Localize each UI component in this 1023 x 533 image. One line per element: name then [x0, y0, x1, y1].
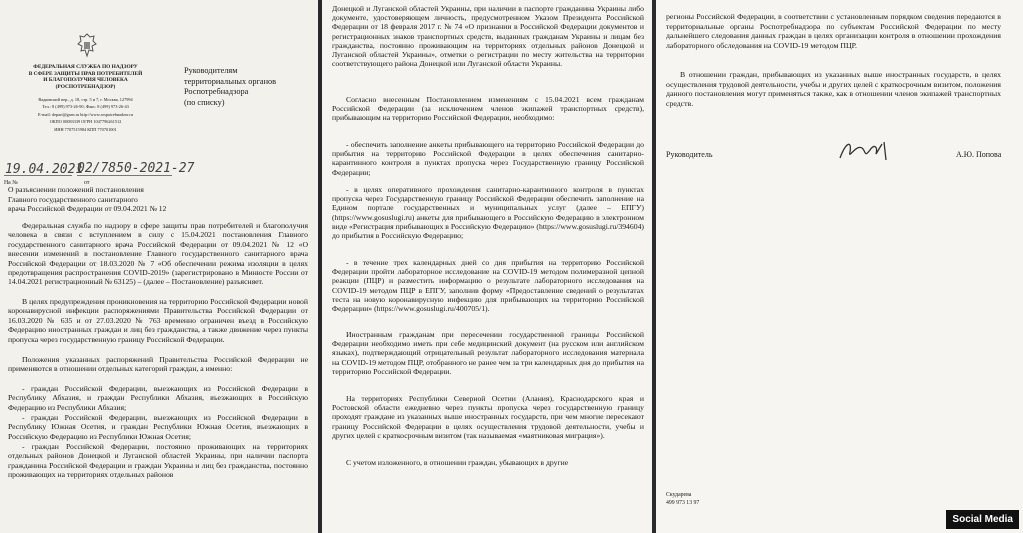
- paragraph-amendments: Согласно внесенным Постановлением изменениям с 15.04.2021 всем гражданам Российской Федерации (за исключением членов экипажей транспортных средств), прибывающим на территорию Российской Федерации, необходимо:: [332, 95, 644, 123]
- agency-header: ФЕДЕРАЛЬНАЯ СЛУЖБА ПО НАДЗОРУ В СФЕРЕ ЗАЩИТЫ ПРАВ ПОТРЕБИТЕЛЕЙ И БЛАГОПОЛУЧИЯ ЧЕЛОВЕКА (РОСПОТРЕБНАДЗОР): [28, 64, 143, 90]
- executor-name: Скударева: [666, 492, 692, 498]
- signature-name: А.Ю. Попова: [956, 150, 1002, 159]
- watermark-badge: Social Media: [946, 510, 1019, 529]
- agency-address: Вадковский пер., д. 18, стр. 5 и 7, г. Москва, 127994 Тел.: 8 (499) 973-26-90; Факс: 8 (499) 973-26-43 E-mail: depart@gsen.ru http://www.rospotrebnadzor.ru ОКПО 00083339 ОГРН 1047796261512 ИНН 7707515984 КПП 770701001: [38, 97, 133, 132]
- list-item-questionnaire: - обеспечить заполнение анкеты прибывающего на территорию Российской Федерации до прибытия на территорию Российской Федерации в целях обеспечения санитарно-карантинного контроля в пунктах пропуска через Государственную границу Российской Федерации;: [332, 140, 644, 177]
- signature-icon: [836, 138, 896, 164]
- paragraph-exceptions: Положения указанных распоряжений Правительства Российской Федерации не применяются в отношении отдельных категорий граждан, а именно:: [8, 355, 308, 374]
- paragraph-crews: В отношении граждан, прибывающих из указанных выше иностранных государств, в целях осуществления трудовой деятельности, учебы и других целей с краткосрочным визитом, положения данного постановления могут применяться также, как в отношении членов экипажей транспортных средств.: [666, 70, 1001, 108]
- coat-of-arms-icon: [76, 33, 98, 58]
- document-page-1: [0, 0, 318, 533]
- paragraph-regions: регионы Российской Федерации, в соответствии с установленным порядком сведения передаются в территориальные органы Роспотребнадзора по субъектам Российской Федерации по месту дальнейшего следования данных граждан в целях организации контроля в отношении прохождения лабораторного обследования на COVID-19 методом ПЦР.: [666, 12, 1001, 50]
- list-item-donetsk-lugansk: - граждан Российской Федерации, постоянно проживающих на территориях отдельных районов Донецкой и Луганской областей Украины, при наличии паспорта гражданина Российской Федерации и граждан Украины и лиц без гражданства, постоянно проживающих на территориях отдельных районов: [8, 442, 308, 480]
- paragraph-donetsk-cont: Донецкой и Луганской областей Украины, при наличии в паспорте гражданина Украины либо документе, удостоверяющем личность, предусмотренном Указом Президента Российской Федерации от 18 февраля 2017 г. № 74 «О признании в Российской Федерации документов и регистрационных знаков транспортных средств, выданных гражданам Украины и лицам без гражданства, постоянно проживающим на территориях отдельных районов Донецкой и Луганской областей Украины», отметки о регистрации по месту жительства на территории соответствующего района Донецкой или Луганской области Украины.: [332, 4, 644, 69]
- list-item-south-ossetia: - граждан Российской Федерации, выезжающих из Российской Федерации в Республику Южная Осетия, и граждан Республики Южная Осетия, въезжающих в Российскую Федерацию из Республики Южная Осетия;: [8, 413, 308, 441]
- paragraph-border-regions: На территориях Республики Северной Осетии (Алания), Краснодарского края и Ростовской области ежедневно через пункты пропуска через государственную границу проходят граждане из указанных выше иностранных государств, при чем многие пересекают границу Российской Федерации в целях осуществления трудовой деятельности, учебы и других целей с краткосрочным визитом (так называемая «маятниковая миграция»).: [332, 394, 644, 440]
- handwritten-number: 02/7850-2021-27: [77, 161, 195, 176]
- list-item-pcr-test: - в течение трех календарных дней со дня прибытия на территорию Российской Федерации пройти лабораторное исследование на COVID-19 методом полимеразной цепной реакции (ПЦР) и разместить информацию о результате лабораторного исследования на COVID-19 методом ПЦР в ЕПГУ, заполнив форму «Предоставление сведений о результатах теста на новую коронавирусную инфекцию для прибывающих на территорию Российской Федерации» (https://www.gosuslugi.ru/400705/1).: [332, 258, 644, 314]
- signature-title: Руководитель: [666, 150, 713, 159]
- list-item-epgu: - в целях оперативного прохождения санитарно-карантинного контроля в пунктах пропуска через Государственную границу Российской Федерации обеспечить заполнение на Едином портале государственных и муниципальных услуг (далее – ЕПГУ) (https://www.gosuslugi.ru) анкеты для прибывающего в Российскую Федерацию в электронном виде «Регистрация прибывающих в Российскую Федерацию» (https://www.gosuslugi.ru/394604) до прибытия в Российскую Федерацию;: [332, 185, 644, 241]
- document-page-2: [322, 0, 652, 533]
- paragraph-intro: Федеральная служба по надзору в сфере защиты прав потребителей и благополучия человека в связи с вступлением в силу с 15.04.2021 постановления Главного государственного санитарного врача Российской Федерации от 09.04.2021 № 12 «О внесении изменений в постановление Главного государственного санитарного врача Российской Федерации от 18.03.2020 № 7 «Об обеспечении режима изоляции в целях предотвращения распространения COVID-2019» (зарегистрировано в Минюсте России от 14.04.2021 регистрационный № 63125) – (далее – Постановление) разъясняет.: [8, 221, 308, 287]
- handwritten-date: 19.04.2021: [5, 162, 84, 177]
- subject: О разъяснении положений постановления Главного государственного санитарного врача Российской Федерации от 09.04.2021 № 12: [8, 185, 167, 214]
- ref-date-label: от: [84, 180, 90, 186]
- paragraph-departing: С учетом изложенного, в отношении граждан, убывающих в другие: [346, 458, 569, 467]
- list-item-abkhazia: - граждан Российской Федерации, выезжающих из Российской Федерации в Республику Абхазия, и граждан Республики Абхазия, въезжающих в Российскую Федерацию из Республики Абхазия;: [8, 384, 308, 412]
- date-line: [4, 175, 72, 176]
- paragraph-foreigners: Иностранным гражданам при пересечении государственной границы Российской Федерации необходимо иметь при себе медицинский документ (на русском или английском языках), подтверждающий отрицательный результат лабораторного исследования материала на COVID-19 методом ПЦР, отобранного не ранее чем за три календарных дня до прибытия на территорию Российской Федерации.: [332, 330, 644, 376]
- addressee: Руководителям территориальных органов Роспотребнадзора (по списку): [184, 66, 277, 107]
- executor-phone: 499 973 13 97: [666, 500, 700, 506]
- ref-number-label: На №: [4, 180, 18, 186]
- number-line: [77, 175, 172, 176]
- document-page-3: [656, 0, 1023, 533]
- paragraph-restrictions: В целях предупреждения проникновения на территорию Российской Федерации новой коронавирусной инфекции распоряжениями Правительства Российской Федерации от 16.03.2020 № 635 и от 27.03.2020 № 763 временно ограничен въезд в Российскую Федерацию иностранных граждан и лиц без гражданства, а также движение через пункты пропуска через государственную границу Российской Федерации.: [8, 297, 308, 344]
